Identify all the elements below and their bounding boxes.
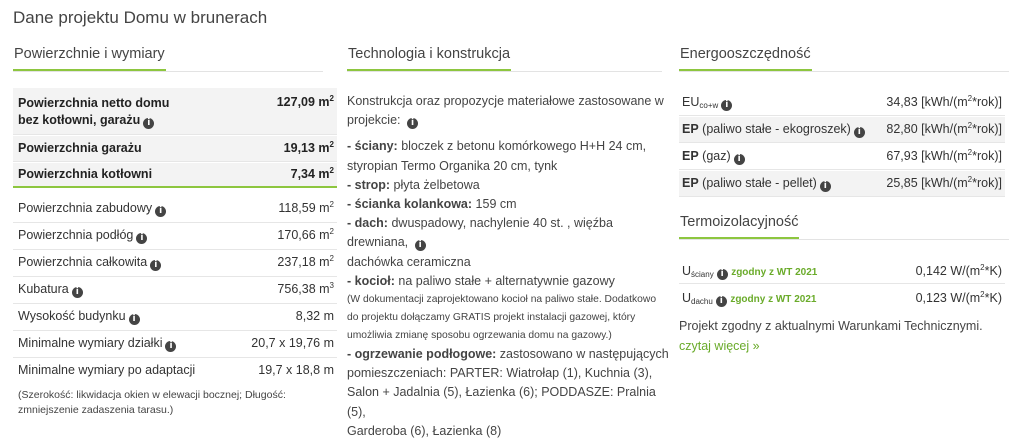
table-row: Powierzchnia całkowita i 237,18 $m^2$ bbox=[13, 251, 337, 277]
page-title: Dane projektu Domu w brunerach bbox=[13, 8, 268, 27]
info-icon[interactable]: i bbox=[143, 118, 154, 129]
row-label: Wysokość budynku bbox=[18, 309, 126, 323]
status-badge: zgodny z WT 2021 bbox=[730, 294, 817, 305]
read-more-link[interactable]: czytaj więcej » bbox=[679, 339, 760, 353]
table-row: $U_{ściany}$ i zgodny z WT 2021 0,142 $W/(m^2*K)$ bbox=[679, 258, 1005, 284]
info-icon[interactable]: i bbox=[150, 260, 161, 271]
row-value: 19,7 x 18,8 m bbox=[258, 363, 334, 377]
table-row: Powierzchnia zabudowy i 118,59 $m^2$ bbox=[13, 197, 337, 223]
energy-table bbox=[679, 90, 1005, 200]
info-icon[interactable]: i bbox=[820, 181, 831, 192]
table-row bbox=[13, 305, 337, 331]
row-value: 8,32 m bbox=[295, 309, 334, 323]
compliance-text: Projekt zgodny z aktualnymi Warunkami Technicznymi. czytaj więcej » bbox=[679, 319, 983, 353]
info-icon[interactable]: i bbox=[165, 341, 176, 352]
surfaces-table bbox=[13, 88, 337, 428]
info-icon[interactable]: i bbox=[717, 269, 728, 280]
column-surfaces bbox=[13, 45, 337, 71]
info-icon[interactable]: i bbox=[716, 296, 727, 307]
section-heading: Energooszczędność bbox=[679, 46, 812, 71]
row-label: Minimalne wymiary działki bbox=[18, 336, 163, 350]
row-value: 170,66 m bbox=[277, 228, 330, 242]
divider bbox=[13, 71, 323, 72]
dimensions-note: (Szerokość: likwidacja okien w elewacji bocznej; Długość: zmniejszenie zadaszenia tarasu.) bbox=[18, 389, 286, 416]
table-row: Powierzchnia netto domu bez kotłowni, garażu i 127,09 $m^2$ bbox=[13, 88, 337, 135]
status-badge: zgodny z WT 2021 bbox=[731, 267, 818, 278]
row-label: Powierzchnia całkowita bbox=[18, 255, 148, 269]
info-icon[interactable]: i bbox=[129, 314, 140, 325]
table-row bbox=[13, 332, 337, 358]
info-icon[interactable]: i bbox=[136, 233, 147, 244]
row-value: 237,18 m bbox=[277, 255, 330, 269]
row-label: Kubatura bbox=[18, 282, 69, 296]
info-icon[interactable]: i bbox=[854, 127, 865, 138]
technology-description: Konstrukcja oraz propozycje materiałowe zastosowane w projekcie: i - ściany: bloczek z betonu komórkowego H+H 24 cm, styropian Termo Organika 20 cm, tynk - strop: płyta żelbetowa - ścianka kolankowa: 159 cm - dach: dwuspadowy, nachylenie 40 st. , więźba drewniana, i dachówka ceramiczna - kocioł: na paliwo stałe + alternatywnie gazowy (W dokumentacji zaprojektowano kocioł na paliwo stałe. Dodatkowo do projektu dołączamy GRATIS projekt instalacji gazowej, który umożliwia zmianę sposobu ogrzewania domu na gazowy.) - ogrzewanie podłogowe: zastosowano w następujących pomieszczeniach: PARTER: Wiatrołap (1), Kuchnia (3), Salon + Jadalnia (5), Łazienka (6); PODDASZE: Pralnia (5), Garderoba (6), Łazienka (8) bbox=[347, 94, 669, 438]
row-value: 19,13 m bbox=[283, 141, 330, 155]
column-technology bbox=[347, 45, 667, 71]
row-label: Powierzchnia podłóg bbox=[18, 228, 134, 242]
section-heading: Termoizolacyjność bbox=[679, 214, 799, 239]
info-icon[interactable]: i bbox=[72, 287, 83, 298]
row-label: bez kotłowni, garażu bbox=[18, 113, 141, 127]
table-row: EP (paliwo stałe - pellet) i 25,85 $[kWh/(m^2*rok)]$ bbox=[679, 171, 1005, 197]
table-row bbox=[13, 359, 337, 384]
section-heading: Powierzchnie i wymiary bbox=[13, 46, 166, 71]
row-value: 118,59 m bbox=[278, 201, 330, 215]
thermo-table bbox=[679, 258, 1005, 318]
row-label: Powierzchnia netto domu bbox=[18, 96, 170, 110]
row-label: Powierzchnia zabudowy bbox=[18, 201, 153, 215]
row-value: 756,38 m bbox=[277, 282, 330, 296]
table-row: EP (gaz) i 67,93 $[kWh/(m^2*rok)]$ bbox=[679, 144, 1005, 170]
section-heading: Technologia i konstrukcja bbox=[347, 46, 511, 71]
divider bbox=[347, 71, 662, 72]
table-row: Kubatura i 756,38 $m^3$ bbox=[13, 278, 337, 304]
divider bbox=[679, 71, 1009, 72]
table-row: $U_{dachu}$ i zgodny z WT 2021 0,123 $W/(m^2*K)$ bbox=[682, 290, 1002, 306]
info-icon[interactable]: i bbox=[734, 154, 745, 165]
table-row: Powierzchnia kotłowni 7,34 $m^2$ bbox=[13, 163, 337, 188]
row-label: Minimalne wymiary po adaptacji bbox=[18, 363, 196, 377]
info-icon[interactable]: i bbox=[415, 240, 426, 251]
row-label: Powierzchnia kotłowni bbox=[18, 167, 153, 181]
column-energy bbox=[679, 45, 1009, 71]
row-value: 20,7 x 19,76 m bbox=[251, 336, 334, 350]
info-icon[interactable]: i bbox=[407, 118, 418, 129]
row-value: 127,09 m bbox=[276, 95, 330, 109]
row-label: Powierzchnia garażu bbox=[18, 141, 142, 155]
info-icon[interactable]: i bbox=[721, 100, 732, 111]
table-row: EP (paliwo stałe - ekogroszek) i 82,80 $[kWh/(m^2*rok)]$ bbox=[679, 117, 1005, 143]
info-icon[interactable]: i bbox=[155, 206, 166, 217]
row-value: 7,34 m bbox=[290, 167, 330, 181]
table-row: Powierzchnia podłóg i 170,66 $m^2$ bbox=[13, 224, 337, 250]
divider bbox=[679, 239, 1009, 240]
table-row: Powierzchnia garażu 19,13 $m^2$ bbox=[13, 136, 337, 162]
thermo-section bbox=[679, 213, 799, 239]
table-row: $EU_{co+w}$ i 34,83 $[kWh/(m^2*rok)]$ bbox=[679, 90, 1005, 116]
